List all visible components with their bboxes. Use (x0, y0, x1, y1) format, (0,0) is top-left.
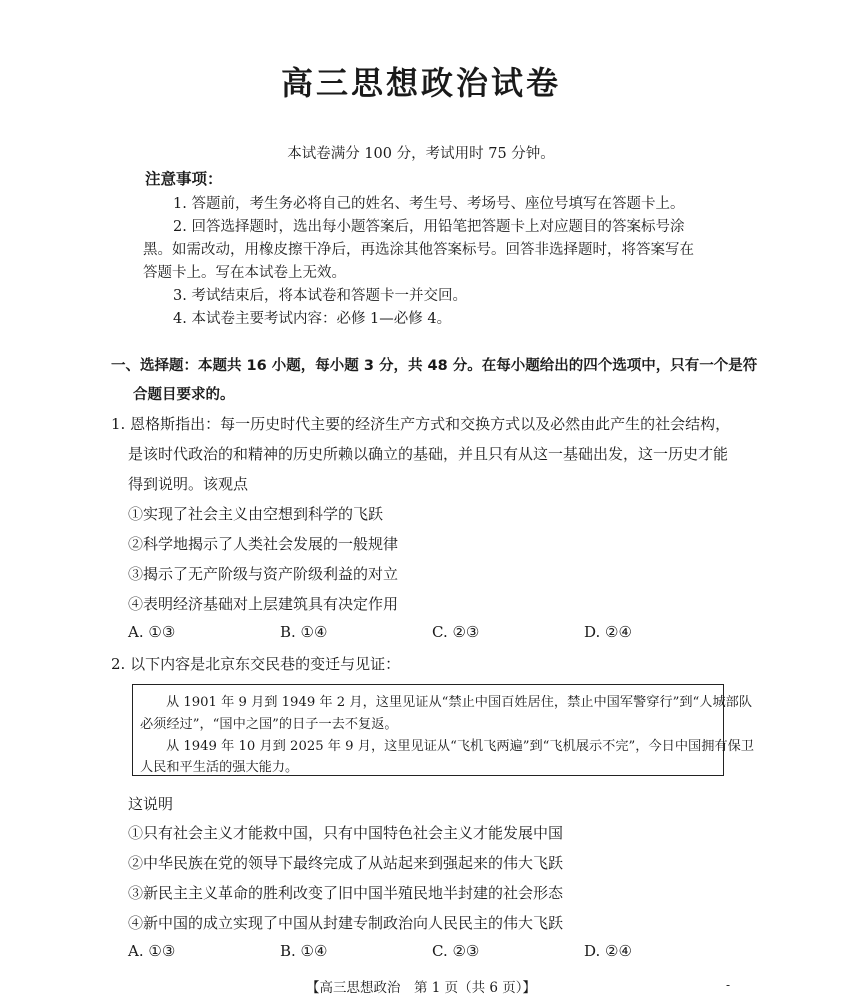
q2-box-line-1: 从 1901 年 9 月到 1949 年 2 月，这里见证从“禁止中国百姓居住，禁止中国军警穿行”到“人城部队 (166, 695, 753, 710)
notice-line-4: 答题卡上。写在本试卷上无效。 (143, 265, 346, 281)
q2-box-line-4: 人民和平生活的强大能力。 (140, 760, 299, 775)
section-heading-line-2: 合题目要求的。 (133, 387, 235, 403)
q2-item-4: ④新中国的成立实现了中国从封建专制政治向人民民主的伟大飞跃 (128, 914, 564, 932)
q2-item-2: ②中华民族在党的领导下最终完成了从站起来到强起来的伟大飞跃 (128, 854, 564, 872)
q1-stem-line-1: 1. 恩格斯指出：每一历史时代主要的经济生产方式和交换方式以及必然由此产生的社会结构， (111, 415, 731, 433)
q2-stem: 2. 以下内容是北京东交民巷的变迁与见证： (111, 655, 401, 673)
q2-option-a: A. ①③ (128, 942, 176, 960)
notice-line-1: 1. 答题前，考生务必将自己的姓名、考生号、考场号、座位号填写在答题卡上。 (173, 196, 685, 212)
q2-option-c: C. ②③ (432, 942, 480, 960)
q2-option-d: D. ②④ (584, 942, 632, 960)
notice-heading: 注意事项： (145, 170, 223, 188)
q2-lead: 这说明 (128, 795, 174, 813)
section-heading-line-1: 一、选择题：本题共 16 小题，每小题 3 分，共 48 分。在每小题给出的四个选项中，只有一个是符 (111, 358, 758, 374)
q1-option-c: C. ②③ (432, 623, 480, 641)
page-footer: 【高三思想政治 第 1 页（共 6 页）】 (305, 980, 537, 996)
q1-stem-line-2: 是该时代政治的和精神的历史所赖以确立的基础，并且只有从这一基础出发，这一历史才能 (128, 445, 729, 463)
q2-material-box (132, 684, 754, 776)
q1-option-a: A. ①③ (128, 623, 176, 641)
q2-box-line-3: 从 1949 年 10 月到 2025 年 9 月，这里见证从“飞机飞两遍”到“飞机展示不完”，今日中国拥有保卫 (166, 739, 754, 754)
q2-option-b: B. ①④ (280, 942, 328, 960)
q1-option-d: D. ②④ (584, 623, 632, 641)
q1-item-1: ①实现了社会主义由空想到科学的飞跃 (128, 505, 384, 523)
notice-line-6: 4. 本试卷主要考试内容：必修 1—必修 4。 (173, 311, 452, 327)
notice-line-3: 黑。如需改动，用橡皮擦干净后，再选涂其他答案标号。回答非选择题时，将答案写在 (143, 242, 694, 258)
q2-box-line-2: 必须经过”，“国中之国”的日子一去不复返。 (140, 717, 398, 732)
exam-intro: 本试卷满分 100 分，考试用时 75 分钟。 (287, 146, 555, 162)
q2-item-1: ①只有社会主义才能救中国，只有中国特色社会主义才能发展中国 (128, 824, 564, 842)
notice-line-5: 3. 考试结束后，将本试卷和答题卡一并交回。 (173, 288, 467, 304)
exam-title: 高三思想政治试卷 (280, 64, 561, 102)
notice-line-2: 2. 回答选择题时，选出每小题答案后，用铅笔把答题卡上对应题目的答案标号涂 (173, 219, 685, 235)
q1-item-2: ②科学地揭示了人类社会发展的一般规律 (128, 535, 399, 553)
corner-mark: - (726, 978, 731, 992)
q1-item-4: ④表明经济基础对上层建筑具有决定作用 (128, 595, 399, 613)
q1-item-3: ③揭示了无产阶级与资产阶级利益的对立 (128, 565, 399, 583)
q2-item-3: ③新民主主义革命的胜利改变了旧中国半殖民地半封建的社会形态 (128, 884, 564, 902)
q1-stem-line-3: 得到说明。该观点 (128, 475, 249, 493)
q1-option-b: B. ①④ (280, 623, 328, 641)
